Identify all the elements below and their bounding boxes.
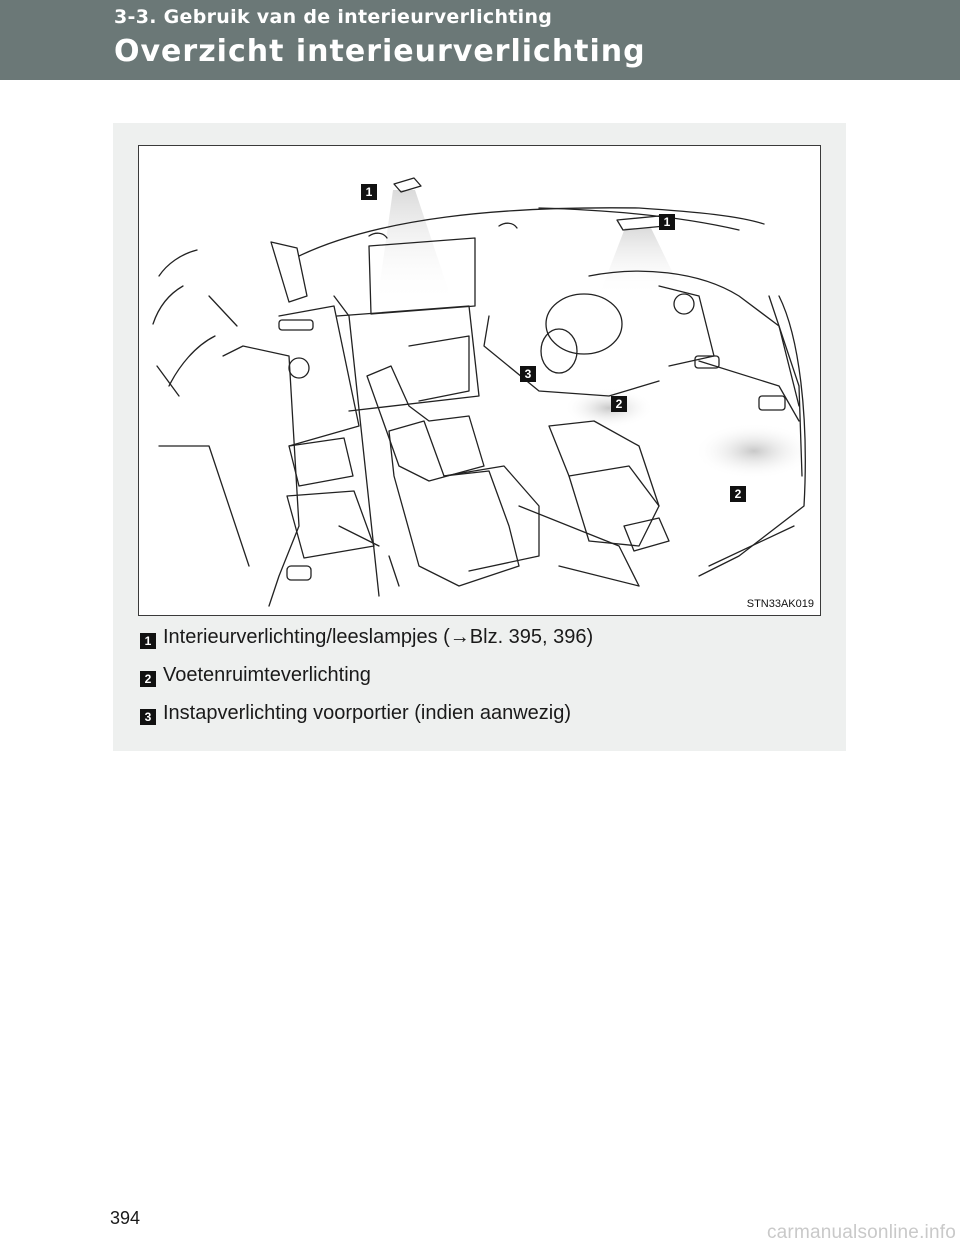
legend-number-badge: 1: [140, 633, 156, 649]
page-title: Overzicht interieurverlichting: [114, 34, 646, 69]
figure-code: STN33AK019: [746, 598, 814, 610]
callout-3-door-light: 3: [520, 366, 536, 382]
legend-text: Interieurverlichting/leeslampjes (→Blz. 395, 396): [163, 626, 594, 648]
callout-1-front-light: 1: [659, 214, 675, 230]
callout-2-footwell-right: 2: [730, 486, 746, 502]
legend-number-badge: 3: [140, 709, 156, 725]
page-number: 394: [110, 1208, 141, 1228]
section-title: 3-3. Gebruik van de interieurverlichting: [114, 6, 553, 28]
legend-text: Voetenruimteverlichting: [163, 664, 371, 686]
interior-illustration: [138, 145, 821, 616]
legend-number-badge: 2: [140, 671, 156, 687]
callout-2-footwell-left: 2: [611, 396, 627, 412]
section-header: [0, 0, 960, 80]
callout-1-rear-light: 1: [361, 184, 377, 200]
legend-text: Instapverlichting voorportier (indien aanwezig): [163, 702, 571, 724]
watermark-text: carmanualsonline.info: [766, 1222, 956, 1243]
car-interior-drawing: [139, 146, 821, 616]
